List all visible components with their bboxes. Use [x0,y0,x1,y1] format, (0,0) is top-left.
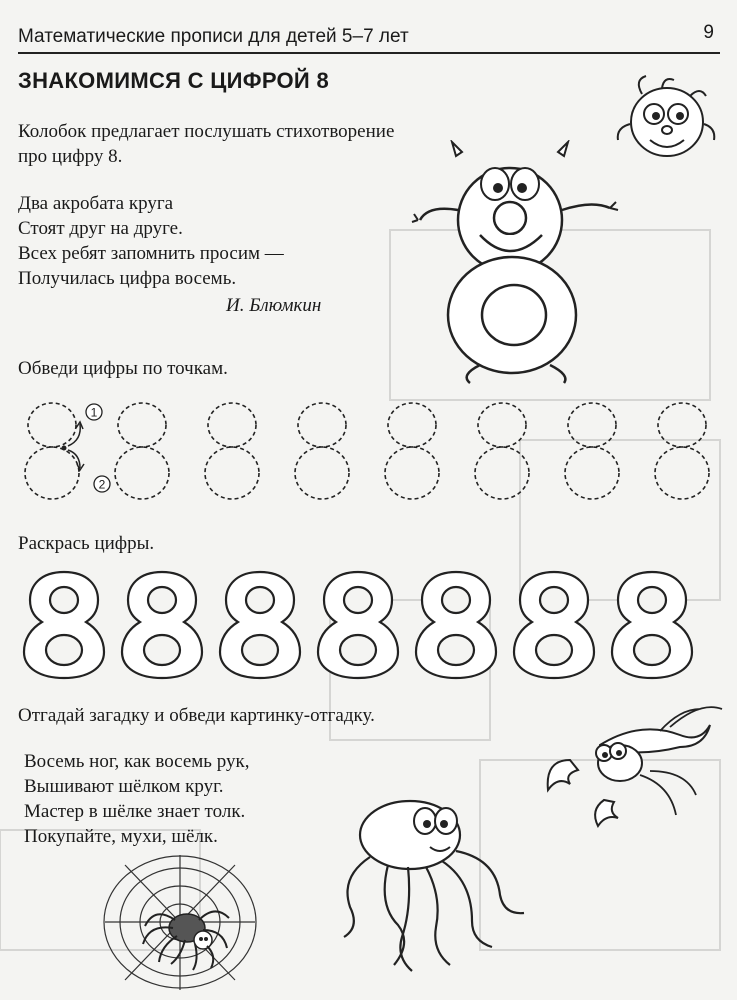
poem-line-2: Стоят друг на друге. [18,218,183,239]
outline-eight-1[interactable] [24,572,104,678]
poem-line-1: Два акробата круга [18,193,174,214]
dashed-eight-4 [295,403,349,499]
dashed-eight-5 [385,403,439,499]
dashed-eight-6 [475,403,529,499]
riddle-line-1: Восемь ног, как восемь рук, [24,751,250,772]
page-header [18,22,720,54]
outline-eight-3[interactable] [220,572,300,678]
riddle-line-2: Вышивают шёлком круг. [24,776,224,797]
poem-line-4: Получилась цифра восемь. [18,268,237,289]
crayfish-icon[interactable] [540,705,725,835]
dashed-eight-7 [565,403,619,499]
outline-eights-row[interactable] [20,568,720,680]
dashed-eight-8 [655,403,709,499]
page-number: 9 [703,22,714,43]
intro-line-2: про цифру 8. [18,146,123,167]
dashed-eight-2 [115,403,169,499]
section-heading: ЗНАКОМИМСЯ С ЦИФРОЙ 8 [18,68,329,93]
outline-eight-2[interactable] [122,572,202,678]
octopus-icon[interactable] [330,795,530,995]
task-trace-label: Обведи цифры по точкам. [18,358,228,379]
poem-author: И. Блюмкин [226,295,322,316]
smiling-eight-icon [410,140,630,385]
dashed-eight-3 [205,403,259,499]
task-color-label: Раскрась цифры. [18,533,155,554]
dashed-eights-row[interactable] [22,398,722,508]
step-1-label: 1 [90,405,98,420]
poem-line-3: Всех ребят запомнить просим — [18,243,284,264]
outline-eight-5[interactable] [416,572,496,678]
riddle-line-3: Мастер в шёлке знает толк. [24,801,246,822]
outline-eight-4[interactable] [318,572,398,678]
book-title: Математические прописи для детей 5–7 лет [18,26,409,47]
spider-on-web-icon[interactable] [95,850,265,995]
riddle-line-4: Покупайте, мухи, шёлк. [24,826,218,847]
outline-eight-6[interactable] [514,572,594,678]
outline-eight-7[interactable] [612,572,692,678]
riddle-label: Отгадай загадку и обведи картинку-отгадку. [18,705,375,726]
intro-line-1: Колобок предлагает послушать стихотворение [18,121,395,142]
step-2-label: 2 [98,477,106,492]
